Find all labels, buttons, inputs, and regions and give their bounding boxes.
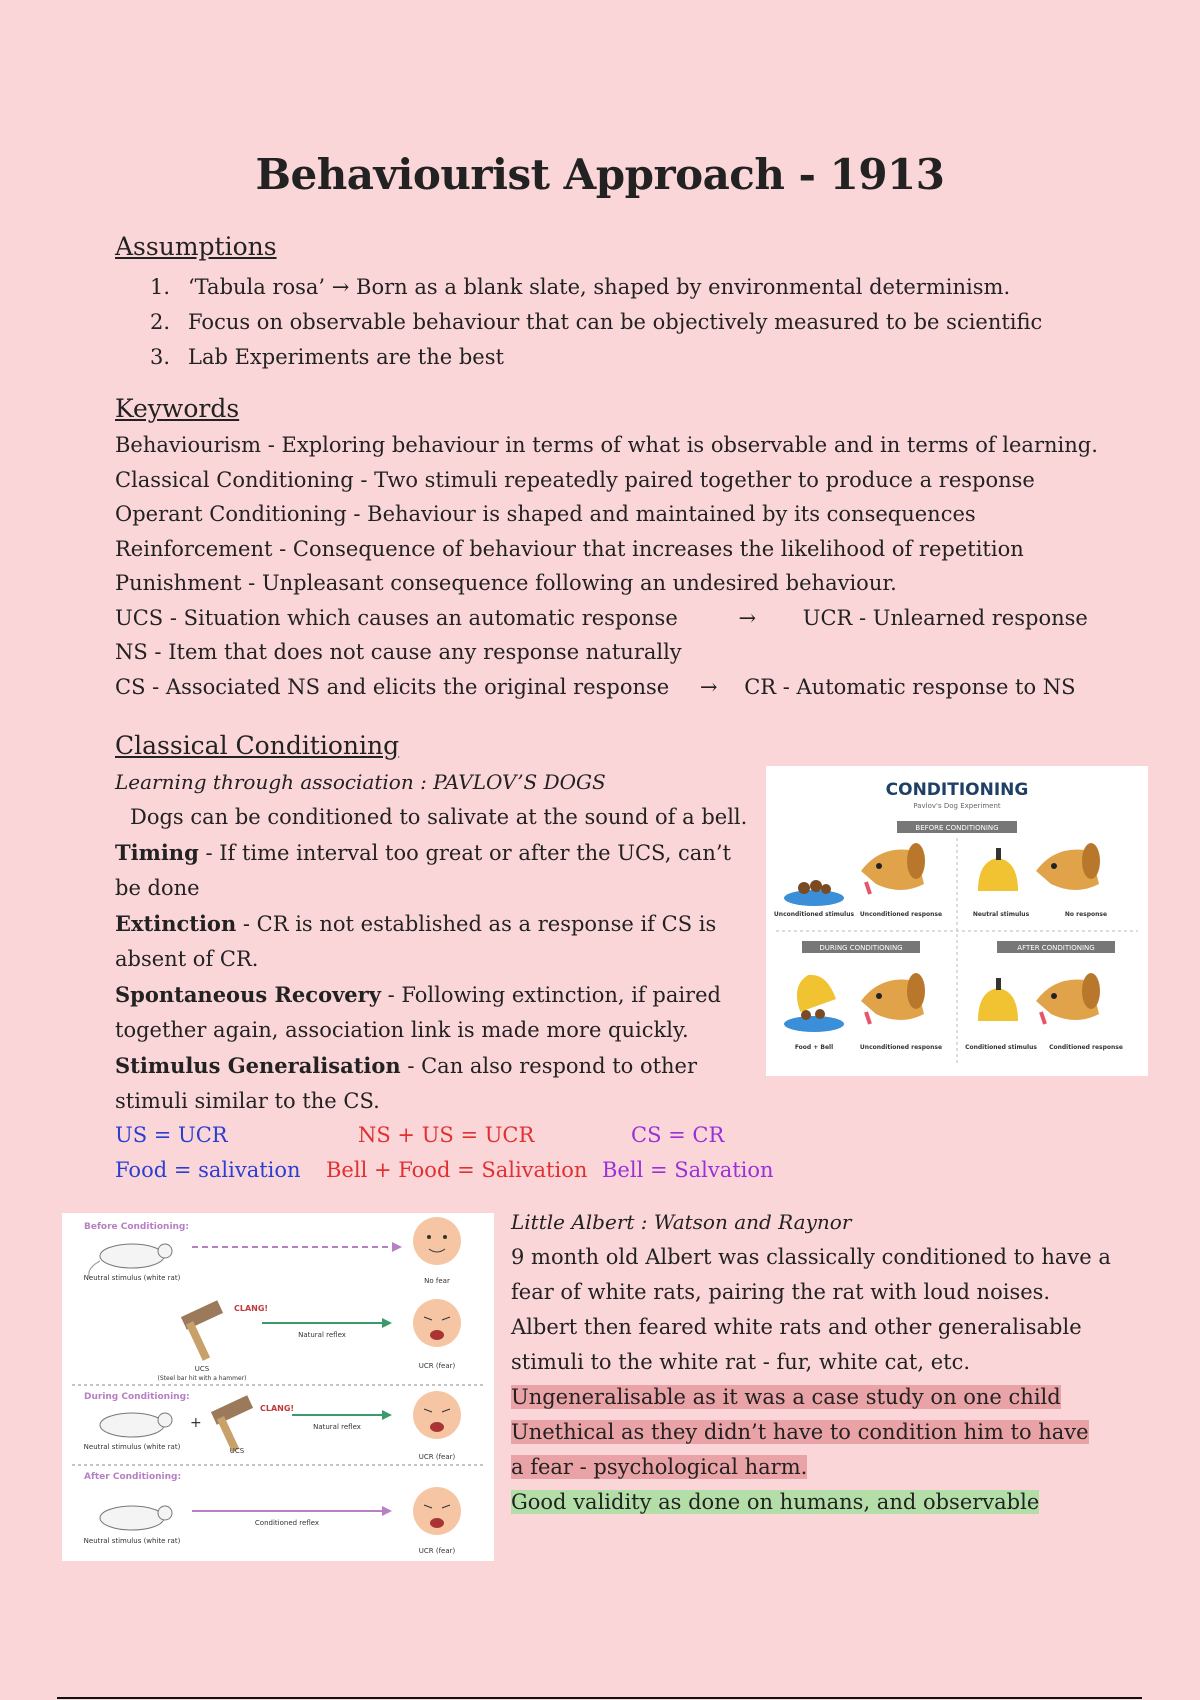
stage-during-label: DURING CONDITIONING [819,944,903,952]
spontaneous-recovery-item [115,977,755,1048]
stimulus-generalisation-text: - Can also respond to other stimuli similar to the CS. [115,1054,698,1113]
extinction-label: Extinction [115,911,237,936]
cs-definition: CS - Associated NS and elicits the original response [115,674,670,699]
assumptions-heading: Assumptions [115,232,277,261]
keyword-line: Reinforcement - Consequence of behaviour that increases the likelihood of repetition [115,536,1024,561]
extinction-item [115,906,755,977]
figure-label: Conditioned response [1049,1044,1123,1051]
cr-definition: CR - Automatic response to NS [744,674,1076,699]
little-albert-section [511,1205,1111,1520]
extinction-text: - CR is not established as a response if CS is absent of CR. [115,912,717,971]
ucs-label: UCS [229,1447,245,1455]
natural-reflex-label: Natural reflex [298,1331,346,1339]
during-conditioning-label: During Conditioning: [84,1392,190,1402]
keyword-line-ucs [115,601,1115,636]
classical-subtitle: Learning through association : PAVLOV’S DOGS [115,770,606,794]
list-text: Focus on observable behaviour that can be objectively measured to be scientific [188,310,1043,334]
neutral-stimulus-label: Neutral stimulus (white rat) [83,1443,181,1451]
keyword-line: Classical Conditioning - Two stimuli repeatedly paired together to produce a response [115,467,1035,492]
ucs-label: UCS [194,1365,210,1373]
neutral-stimulus-label: Neutral stimulus (white rat) [83,1274,181,1282]
baby-calm-icon [413,1217,461,1265]
clang-label: CLANG! [260,1404,295,1413]
dog-salivating-icon [861,843,925,894]
list-item [150,305,1042,340]
timing-label: Timing [115,840,199,865]
figure-label: Neutral stimulus [972,911,1030,918]
criticism-unethical-cont: a fear - psychological harm. [511,1455,808,1479]
food-bowl-icon [784,890,844,906]
page-title: Behaviourist Approach - 1913 [255,150,945,199]
equation-ns-us-ucr: NS + US = UCR [358,1123,535,1147]
dog-salivating-icon [861,973,925,1024]
rat-icon [100,1506,172,1530]
classical-conditioning-body [115,765,755,1119]
keyword-line: NS - Item that does not cause any response naturally [115,640,682,664]
pavlov-conditioning-figure [766,766,1148,1076]
strength-validity: Good validity as done on humans, and observable [511,1490,1040,1514]
timing-item [115,835,755,906]
equation-bell-food-salivation: Bell + Food = Salivation [326,1158,588,1182]
list-item [150,340,1042,375]
arrow-icon: → [738,605,757,630]
keyword-line: Behaviourism - Exploring behaviour in terms of what is observable and in terms of learning. [115,433,1098,457]
figure-title: CONDITIONING [885,780,1029,800]
conditioned-reflex-label: Conditioned reflex [254,1519,320,1527]
list-item [150,270,1042,305]
equation-cs-cr: CS = CR [631,1123,725,1147]
equation-food-salivation: Food = salivation [115,1158,301,1182]
bell-icon [978,848,1018,891]
rat-icon [100,1413,172,1437]
figure-label: Unconditioned response [859,1044,943,1051]
stimulus-generalisation-item [115,1048,755,1119]
after-conditioning-label: After Conditioning: [84,1472,182,1482]
hammer-icon [181,1300,223,1361]
food-bowl-icon [784,1016,844,1032]
arrow-icon: → [699,674,718,699]
clang-label: CLANG! [234,1304,269,1313]
before-conditioning-label: Before Conditioning: [84,1222,189,1232]
baby-crying-icon [413,1299,461,1347]
albert-description: 9 month old Albert was classically conditioned to have a fear of white rats, pairing the rat with loud noises. Albert then feared white rats and other generalisable stimuli to the white rat - fur, white cat, etc. [511,1245,1111,1374]
keywords-heading: Keywords [115,394,240,423]
baby-crying-icon [413,1487,461,1535]
dog-salivating-icon [1036,973,1100,1024]
stage-before-label: BEFORE CONDITIONING [915,824,999,832]
assumptions-list [150,270,1042,375]
equation-us-ucr: US = UCR [115,1123,228,1147]
spontaneous-recovery-label: Spontaneous Recovery [115,982,381,1007]
classical-conditioning-heading: Classical Conditioning [115,731,400,760]
criticism-unethical: Unethical as they didn’t have to condition him to have [511,1420,1089,1444]
dog-icon [1036,843,1100,890]
list-text: ‘Tabula rosa’ → Born as a blank slate, shaped by environmental determinism. [188,275,1011,299]
baby-crying-icon [413,1391,461,1439]
ucr-label: UCR (fear) [418,1453,456,1461]
ucs-definition: UCS - Situation which causes an automatic response [115,605,678,630]
ucr-label: UCR (fear) [418,1362,456,1370]
figure-label: Unconditioned stimulus [773,911,855,918]
timing-text: - If time interval too great or after the UCS, can’t be done [115,841,731,900]
hammer-icon [211,1395,253,1452]
ucr-label: UCR (fear) [418,1547,456,1555]
plus-sign: + [190,1415,202,1431]
ucr-definition: UCR - Unlearned response [802,605,1088,630]
classical-intro: Dogs can be conditioned to salivate at the sound of a bell. [130,805,748,829]
figure-label: Food + Bell [794,1044,834,1051]
little-albert-figure [62,1213,494,1561]
food-icon [798,882,810,894]
keywords-list [115,428,1115,704]
ucs-description: (Steel bar hit with a hammer) [157,1375,247,1382]
list-number: 1. [150,275,171,299]
stage-after-label: AFTER CONDITIONING [1017,944,1095,952]
figure-subtitle: Pavlov's Dog Experiment [913,802,1001,810]
keyword-line-cs [115,670,1115,705]
equation-bell-salvation: Bell = Salvation [602,1158,774,1182]
criticism-ungeneralisable: Ungeneralisable as it was a case study on one child [511,1385,1061,1409]
list-number: 2. [150,310,171,334]
bell-icon [978,978,1018,1021]
stimulus-generalisation-label: Stimulus Generalisation [115,1053,401,1078]
list-text: Lab Experiments are the best [188,345,504,369]
figure-label: Unconditioned response [859,911,943,918]
bell-icon [789,969,836,1012]
neutral-stimulus-label: Neutral stimulus (white rat) [83,1537,181,1545]
bottom-rule [57,1697,1142,1699]
albert-subtitle: Little Albert : Watson and Raynor [511,1210,852,1234]
natural-reflex-label: Natural reflex [313,1423,361,1431]
figure-label: Conditioned stimulus [965,1044,1037,1051]
spontaneous-recovery-text: - Following extinction, if paired together again, association link is made more quickly. [115,983,721,1042]
list-number: 3. [150,345,171,369]
keyword-line: Punishment - Unpleasant consequence following an undesired behaviour. [115,571,897,595]
no-fear-label: No fear [424,1277,450,1285]
keyword-line: Operant Conditioning - Behaviour is shaped and maintained by its consequences [115,502,976,526]
figure-label: No response [1064,911,1108,918]
